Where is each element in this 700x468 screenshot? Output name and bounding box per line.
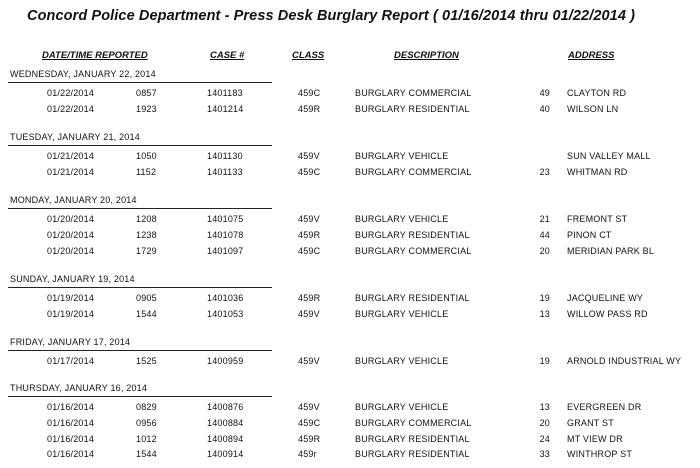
cell-case-number: 1401036	[207, 293, 244, 303]
day-divider	[8, 208, 272, 209]
header-datetime-reported: DATE/TIME REPORTED	[42, 50, 148, 61]
cell-time: 1729	[136, 246, 157, 256]
cell-time: 0857	[136, 88, 157, 98]
cell-description: BURGLARY RESIDENTIAL	[355, 434, 470, 444]
cell-description: BURGLARY VEHICLE	[355, 402, 449, 412]
day-heading: TUESDAY, JANUARY 21, 2014	[10, 132, 140, 142]
cell-street: ARNOLD INDUSTRIAL WY	[567, 356, 682, 366]
cell-time: 0956	[136, 418, 157, 428]
cell-street-number: 21	[539, 214, 550, 224]
cell-description: BURGLARY RESIDENTIAL	[355, 230, 470, 240]
day-divider	[8, 82, 272, 83]
report-title: Concord Police Department - Press Desk Burglary Report ( 01/16/2014 thru 01/22/2014 )	[27, 8, 636, 24]
cell-description: BURGLARY COMMERCIAL	[355, 246, 472, 256]
cell-class: 459V	[298, 309, 320, 319]
cell-time: 1238	[136, 230, 157, 240]
cell-street: WHITMAN RD	[567, 167, 628, 177]
cell-time: 0829	[136, 402, 157, 412]
day-divider	[8, 145, 272, 146]
day-heading: SUNDAY, JANUARY 19, 2014	[10, 274, 135, 284]
cell-date: 01/20/2014	[47, 246, 95, 256]
cell-street: EVERGREEN DR	[567, 402, 642, 412]
cell-class: 459C	[298, 88, 321, 98]
cell-class: 459C	[298, 167, 321, 177]
cell-date: 01/21/2014	[47, 167, 95, 177]
cell-street-number: 19	[539, 293, 550, 303]
cell-case-number: 1400884	[207, 418, 244, 428]
header-address: ADDRESS	[568, 50, 615, 61]
cell-class: 459C	[298, 246, 321, 256]
cell-time: 1208	[136, 214, 157, 224]
cell-case-number: 1401097	[207, 246, 244, 256]
cell-street-number: 44	[539, 230, 550, 240]
cell-class: 459r	[298, 449, 317, 459]
day-divider	[8, 350, 272, 351]
header-description: DESCRIPTION	[394, 50, 459, 61]
cell-date: 01/21/2014	[47, 151, 95, 161]
day-heading: WEDNESDAY, JANUARY 22, 2014	[10, 69, 156, 79]
cell-case-number: 1400876	[207, 402, 244, 412]
cell-street: CLAYTON RD	[567, 88, 627, 98]
cell-description: BURGLARY RESIDENTIAL	[355, 293, 470, 303]
cell-case-number: 1400914	[207, 449, 244, 459]
cell-class: 459R	[298, 434, 321, 444]
cell-date: 01/16/2014	[47, 434, 95, 444]
cell-description: BURGLARY RESIDENTIAL	[355, 449, 470, 459]
cell-case-number: 1400894	[207, 434, 244, 444]
cell-class: 459R	[298, 230, 321, 240]
cell-street: MERIDIAN PARK BL	[567, 246, 655, 256]
cell-class: 459V	[298, 151, 320, 161]
cell-time: 1923	[136, 104, 157, 114]
day-heading: MONDAY, JANUARY 20, 2014	[10, 195, 137, 205]
cell-case-number: 1401078	[207, 230, 244, 240]
cell-date: 01/16/2014	[47, 402, 95, 412]
cell-case-number: 1401214	[207, 104, 244, 114]
cell-case-number: 1401053	[207, 309, 244, 319]
day-heading: FRIDAY, JANUARY 17, 2014	[10, 337, 131, 347]
cell-time: 1050	[136, 151, 157, 161]
header-case-number: CASE #	[210, 50, 245, 61]
cell-case-number: 1401133	[207, 167, 243, 177]
cell-description: BURGLARY VEHICLE	[355, 356, 449, 366]
cell-street: WINTHROP ST	[567, 449, 633, 459]
cell-street-number: 49	[539, 88, 550, 98]
cell-date: 01/20/2014	[47, 214, 95, 224]
cell-class: 459R	[298, 293, 321, 303]
cell-description: BURGLARY VEHICLE	[355, 214, 449, 224]
cell-time: 0905	[136, 293, 157, 303]
cell-class: 459C	[298, 418, 321, 428]
cell-date: 01/16/2014	[47, 449, 95, 459]
cell-description: BURGLARY RESIDENTIAL	[355, 104, 470, 114]
cell-street-number: 19	[539, 356, 550, 366]
cell-date: 01/20/2014	[47, 230, 95, 240]
cell-description: BURGLARY VEHICLE	[355, 309, 449, 319]
day-divider	[8, 396, 272, 397]
cell-date: 01/22/2014	[47, 88, 95, 98]
cell-street: GRANT ST	[567, 418, 614, 428]
cell-street-number: 13	[539, 402, 550, 412]
cell-class: 459R	[298, 104, 321, 114]
cell-time: 1152	[136, 167, 157, 177]
cell-street-number: 20	[539, 418, 550, 428]
cell-time: 1525	[136, 356, 157, 366]
cell-street: SUN VALLEY MALL	[567, 151, 651, 161]
cell-street: PINON CT	[567, 230, 612, 240]
cell-class: 459V	[298, 356, 320, 366]
cell-date: 01/19/2014	[47, 309, 95, 319]
cell-class: 459V	[298, 402, 320, 412]
day-heading: THURSDAY, JANUARY 16, 2014	[10, 383, 148, 393]
cell-case-number: 1401075	[207, 214, 244, 224]
cell-street-number: 33	[539, 449, 550, 459]
cell-time: 1544	[136, 449, 157, 459]
day-divider	[8, 287, 272, 288]
cell-description: BURGLARY COMMERCIAL	[355, 88, 472, 98]
cell-case-number: 1401183	[207, 88, 243, 98]
cell-date: 01/22/2014	[47, 104, 95, 114]
cell-street: WILSON LN	[567, 104, 619, 114]
cell-case-number: 1401130	[207, 151, 243, 161]
cell-class: 459V	[298, 214, 320, 224]
cell-street-number: 23	[539, 167, 550, 177]
cell-date: 01/17/2014	[47, 356, 95, 366]
cell-street-number: 13	[539, 309, 550, 319]
cell-description: BURGLARY COMMERCIAL	[355, 418, 472, 428]
cell-time: 1544	[136, 309, 157, 319]
cell-street: JACQUELINE WY	[567, 293, 644, 303]
cell-street-number: 24	[539, 434, 550, 444]
cell-date: 01/19/2014	[47, 293, 95, 303]
cell-street-number: 20	[539, 246, 550, 256]
cell-case-number: 1400959	[207, 356, 244, 366]
header-class: CLASS	[292, 50, 325, 61]
cell-description: BURGLARY COMMERCIAL	[355, 167, 472, 177]
cell-street-number: 40	[539, 104, 550, 114]
cell-description: BURGLARY VEHICLE	[355, 151, 449, 161]
cell-street: FREMONT ST	[567, 214, 628, 224]
cell-date: 01/16/2014	[47, 418, 95, 428]
cell-street: WILLOW PASS RD	[567, 309, 648, 319]
cell-street: MT VIEW DR	[567, 434, 623, 444]
cell-time: 1012	[136, 434, 157, 444]
